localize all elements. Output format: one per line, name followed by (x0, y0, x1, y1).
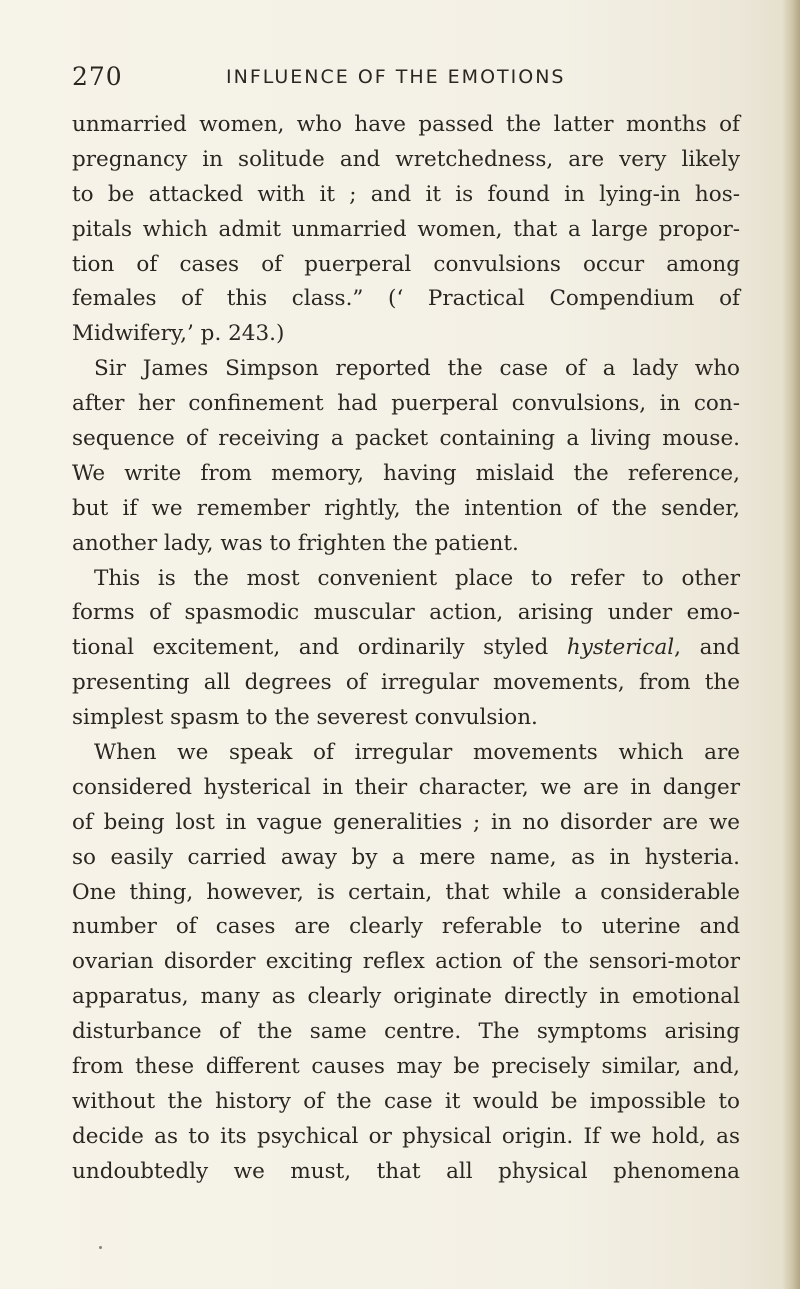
text-line: from these different causes may be precisely similar, and, (72, 1054, 740, 1080)
italic-word: hysterical (566, 635, 675, 661)
paragraph-start-line: When we speak of irregular movements which are (94, 740, 740, 766)
text-line: presenting all degrees of irregular movements, from the (72, 670, 740, 696)
text-segment: tional excitement, and ordinarily styled (72, 635, 567, 661)
text-line: females of this class.” (‘ Practical Compendium of (72, 286, 740, 312)
text-line: undoubtedly we must, that all physical phenomena (72, 1158, 740, 1184)
running-head (72, 58, 732, 94)
text-line: decide as to its psychical or physical origin. If we hold, as (72, 1123, 740, 1149)
text-line: sequence of receiving a packet containing a living mouse. (72, 426, 740, 452)
text-line: pitals which admit unmarried women, that a large propor- (72, 216, 740, 242)
text-line: to be attacked with it ; and it is found in lying-in hos- (72, 181, 740, 207)
running-title: INFLUENCE OF THE EMOTIONS (226, 66, 566, 88)
text-line: tion of cases of puerperal convulsions occur among (72, 251, 740, 277)
text-line: considered hysterical in their character, we are in danger (72, 774, 740, 800)
text-line: simplest spasm to the severest convulsion. (72, 705, 538, 731)
text-line: One thing, however, is certain, that while a considerable (72, 879, 740, 905)
text-line: Midwifery,’ p. 243.) (72, 321, 285, 347)
text-line-with-italic (72, 631, 740, 666)
paper-speck (99, 1246, 102, 1249)
page-number: 270 (72, 62, 123, 91)
text-line: so easily carried away by a mere name, as in hysteria. (72, 844, 740, 870)
text-line: of being lost in vague generalities ; in no disorder are we (72, 809, 740, 835)
text-line: but if we remember rightly, the intention of the sender, (72, 495, 740, 521)
text-line: ovarian disorder exciting reflex action of the sensori-motor (72, 949, 740, 975)
text-line: another lady, was to frighten the patient. (72, 530, 519, 556)
paragraph-start-line: This is the most convenient place to refer to other (94, 565, 740, 591)
text-line: forms of spasmodic muscular action, arising under emo- (72, 600, 740, 626)
page-edge-shadow (782, 0, 800, 1289)
text-line: We write from memory, having mislaid the reference, (72, 460, 740, 486)
body-text (72, 108, 740, 1190)
text-line: without the history of the case it would be impossible to (72, 1088, 740, 1114)
text-segment: , and (674, 635, 740, 661)
paragraph-start-line: Sir James Simpson reported the case of a lady who (94, 356, 740, 382)
text-line: apparatus, many as clearly originate directly in emotional (72, 984, 740, 1010)
text-line: unmarried women, who have passed the latter months of (72, 112, 740, 137)
text-line: disturbance of the same centre. The symptoms arising (72, 1019, 740, 1045)
text-line: after her confinement had puerperal convulsions, in con- (72, 391, 740, 417)
text-line: number of cases are clearly referable to uterine and (72, 914, 740, 940)
text-line: pregnancy in solitude and wretchedness, are very likely (72, 146, 740, 172)
